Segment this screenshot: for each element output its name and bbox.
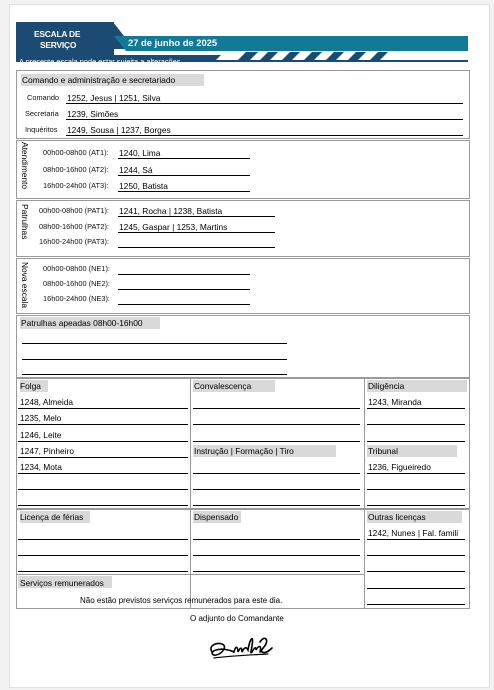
absences-grid-bottom [16,509,470,609]
header-date: 27 de junho de 2025 [128,37,218,48]
dispensado-line-2 [193,555,360,556]
atendimento-side-label: Atendimento [20,142,30,190]
pat3-label: 16h00-24h00 (PAT3): [39,237,109,246]
instrucao-line-2 [193,489,360,490]
pat2-value: 1245, Gaspar | 1253, Martins [119,222,228,232]
at3-label: 16h00-24h00 (AT3): [43,181,109,190]
header-banner [16,22,468,62]
dispensado-line-1 [193,539,360,540]
remunerados-text: Não estão previstos serviços remunerados para este dia. [80,596,283,605]
ne3-label: 16h00-24h00 (NE3): [43,294,110,303]
ne3-line [118,304,250,305]
outras-licencas-line-4 [367,588,465,589]
inqueritos-value: 1249, Sousa | 1237, Borges [67,125,171,135]
outras-licencas-entry-1: 1242, Nunes | Fal. famili [368,528,459,538]
comando-title: Comando e administração e secretariado [22,75,176,85]
outras-licencas-title: Outras licenças [368,512,426,522]
secretaria-line [66,119,463,120]
tribunal-entry-1: 1236, Figueiredo [368,462,431,472]
pat2-line [118,232,275,233]
folga-entry-2: 1235, Melo [20,413,62,423]
diligencia-entry-1: 1243, Miranda [368,397,422,407]
diligencia-line-3 [367,441,465,442]
convalescenca-line-2 [193,424,360,425]
pat1-label: 00h00-08h00 (PAT1): [39,206,109,215]
folga-line-5 [18,473,188,474]
pat1-value: 1241, Rocha | 1238, Batista [119,206,223,216]
folga-title: Folga [20,381,41,391]
folga-entry-1: 1248, Almeida [20,397,74,407]
ne2-line [118,289,250,290]
ne2-label: 08h00-16h00 (NE2): [43,279,110,288]
convalescenca-line-3 [193,441,360,442]
folga-line-2 [18,424,188,425]
folga-line-1 [18,408,188,409]
comando-label: Comando [27,93,60,102]
tribunal-line-2 [367,489,465,490]
at3-value: 1250, Batista [119,181,168,191]
outras-licencas-line-5 [367,604,465,605]
folga-line-4 [18,457,188,458]
licenca-ferias-line-2 [18,555,188,556]
secretaria-value: 1239, Simões [67,109,119,119]
inqueritos-label: Inquéritos [25,125,58,134]
dispensado-title: Dispensado [194,512,239,522]
remunerados-title: Serviços remunerados [20,578,104,588]
at2-label: 08h00-16h00 (AT2): [43,165,109,174]
folga-entry-5: 1234, Mota [20,462,62,472]
tribunal-line-3 [367,505,465,506]
convalescenca-line-1 [193,408,360,409]
folga-entry-4: 1247, Pinheiro [20,446,75,456]
tribunal-title: Tribunal [368,446,398,456]
header-title-line2: SERVIÇO [40,40,77,50]
pat2-label: 08h00-16h00 (PAT2): [39,222,109,231]
tribunal-line-1 [367,473,465,474]
folga-line-6 [18,489,188,490]
outras-licencas-line-1 [367,539,465,540]
apeadas-line-1 [22,343,287,344]
instrucao-line-1 [193,473,360,474]
ne1-line [118,274,250,275]
licenca-ferias-line-1 [18,539,188,540]
folga-entry-3: 1246, Leite [20,430,62,440]
inqueritos-line [66,135,463,136]
at3-line [118,191,250,192]
nova-escala-side-label: Nova escala [20,262,30,309]
licenca-ferias-title: Licença de férias [20,512,84,522]
instrucao-line-3 [193,505,360,506]
at1-line [118,158,250,159]
signature-caption: O adjunto do Comandante [190,614,284,623]
patrulhas-side-label: Patrulhas [20,204,30,240]
diligencia-line-1 [367,408,465,409]
pat1-line [118,216,275,217]
apeadas-line-2 [22,359,287,360]
dispensado-line-3 [193,571,360,572]
apeadas-title: Patrulhas apeadas 08h00-16h00 [21,318,143,328]
secretaria-label: Secretaria [25,109,59,118]
signature-image [208,628,276,662]
pat3-line [118,247,275,248]
at1-label: 00h00-08h00 (AT1): [43,148,109,157]
instrucao-title: Instrução | Formação | Tiro [194,446,294,456]
header-notice: A presente escala pode estar sujeita a alterações [19,57,181,66]
folga-line-3 [18,441,188,442]
folga-line-7 [18,505,188,506]
ne1-label: 00h00-08h00 (NE1): [43,264,110,273]
grid-hline [16,574,365,575]
header-title-line1: ESCALA DE [34,29,81,39]
apeadas-line-3 [22,374,287,375]
comando-line [66,103,463,104]
at1-value: 1240, Lima [119,148,161,158]
outras-licencas-line-3 [367,571,465,572]
outras-licencas-line-2 [367,555,465,556]
convalescenca-title: Convalescença [194,381,252,391]
at2-line [118,175,250,176]
diligencia-line-2 [367,424,465,425]
licenca-ferias-line-3 [18,571,188,572]
comando-value: 1252, Jesus | 1251, Silva [67,93,161,103]
at2-value: 1244, Sá [119,165,153,175]
diligencia-title: Diligência [368,381,405,391]
